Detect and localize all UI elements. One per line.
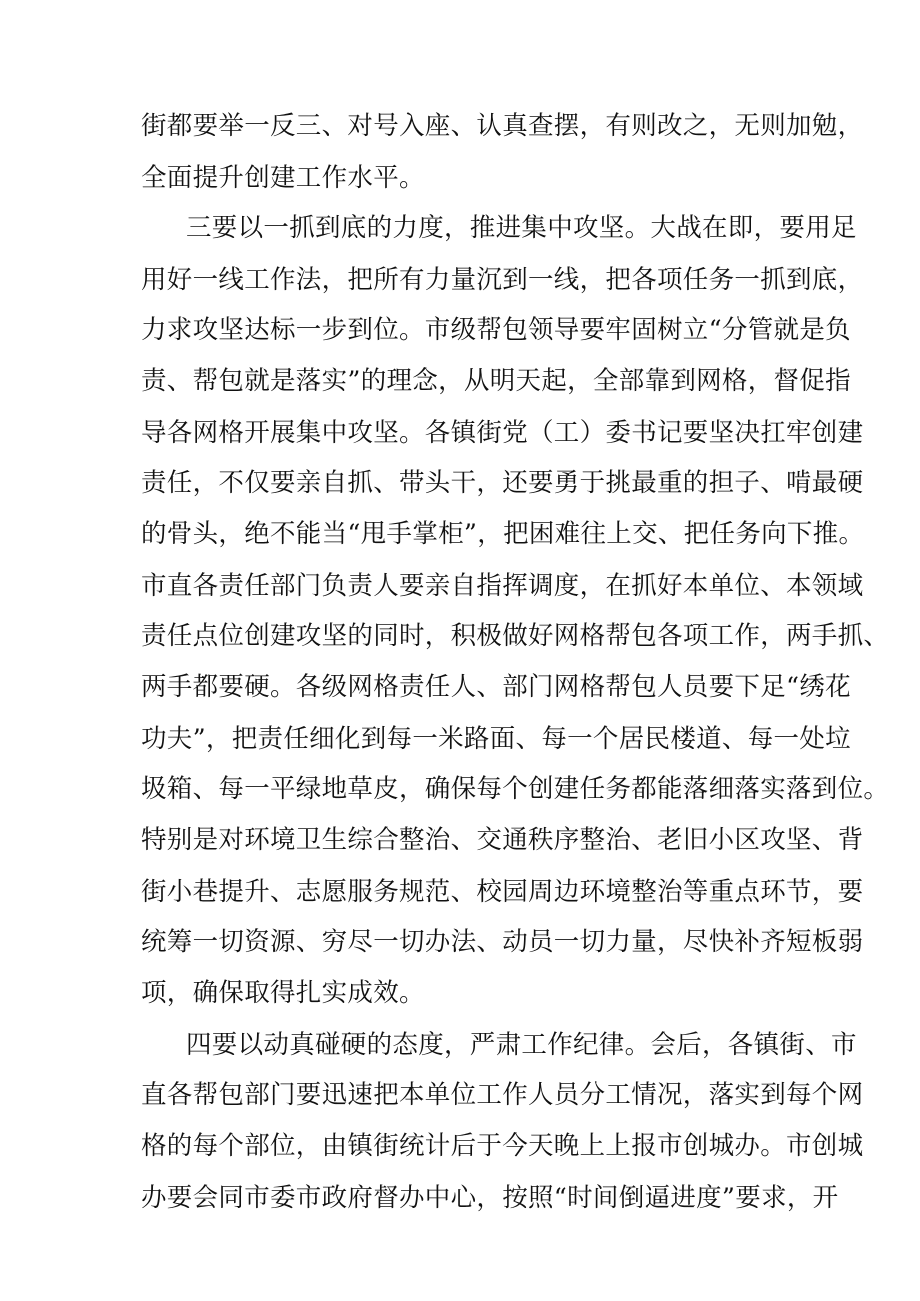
text-line: 项，确保取得扎实成效。 [141, 978, 425, 1008]
paragraph-first-line: 三要以一抓到底的力度，推进集中攻坚。大战在即，要用足 [186, 213, 857, 243]
text-line: 功夫”，把责任细化到每一米路面、每一个居民楼道、每一处垃 [141, 724, 851, 754]
text-line: 特别是对环境卫生综合整治、交通秩序整治、老旧小区攻坚、背 [141, 825, 864, 855]
text-line: 用好一线工作法，把所有力量沉到一线，把各项任务一抓到底， [141, 265, 864, 295]
text-line: 格的每个部位，由镇街统计后于今天晚上上报市创城办。市创城 [141, 1131, 864, 1161]
text-line: 全面提升创建工作水平。 [141, 163, 425, 193]
text-line: 导各网格开展集中攻坚。各镇街党（工）委书记要坚决扛牢创建 [141, 418, 864, 448]
text-line: 责任，不仅要亲自抓、带头干，还要勇于挑最重的担子、啃最硬 [141, 468, 864, 498]
text-line: 的骨头，绝不能当“甩手掌柜”，把困难往上交、把任务向下推。 [141, 519, 865, 549]
text-line: 市直各责任部门负责人要亲自指挥调度，在抓好本单位、本领域 [141, 571, 864, 601]
text-line: 圾箱、每一平绿地草皮，确保每个创建任务都能落细落实落到位。 [141, 774, 890, 804]
text-line: 办要会同市委市政府督办中心，按照“时间倒逼进度”要求，开 [141, 1183, 839, 1213]
text-line: 街都要举一反三、对号入座、认真查摆，有则改之，无则加勉， [141, 111, 864, 141]
text-line: 直各帮包部门要迅速把本单位工作人员分工情况，落实到每个网 [141, 1080, 864, 1110]
paragraph-first-line: 四要以动真碰硬的态度，严肃工作纪律。会后，各镇街、市 [186, 1030, 857, 1060]
text-line: 力求攻坚达标一步到位。市级帮包领导要牢固树立“分管就是负 [141, 315, 851, 345]
text-line: 两手都要硬。各级网格责任人、部门网格帮包人员要下足“绣花 [141, 672, 851, 702]
text-line: 统筹一切资源、穷尽一切办法、动员一切力量，尽快补齐短板弱 [141, 927, 864, 957]
text-line: 责任点位创建攻坚的同时，积极做好网格帮包各项工作，两手抓、 [141, 621, 890, 651]
text-line: 街小巷提升、志愿服务规范、校园周边环境整治等重点环节，要 [141, 877, 864, 907]
text-line: 责、帮包就是落实”的理念，从明天起，全部靠到网格，督促指 [141, 366, 851, 396]
